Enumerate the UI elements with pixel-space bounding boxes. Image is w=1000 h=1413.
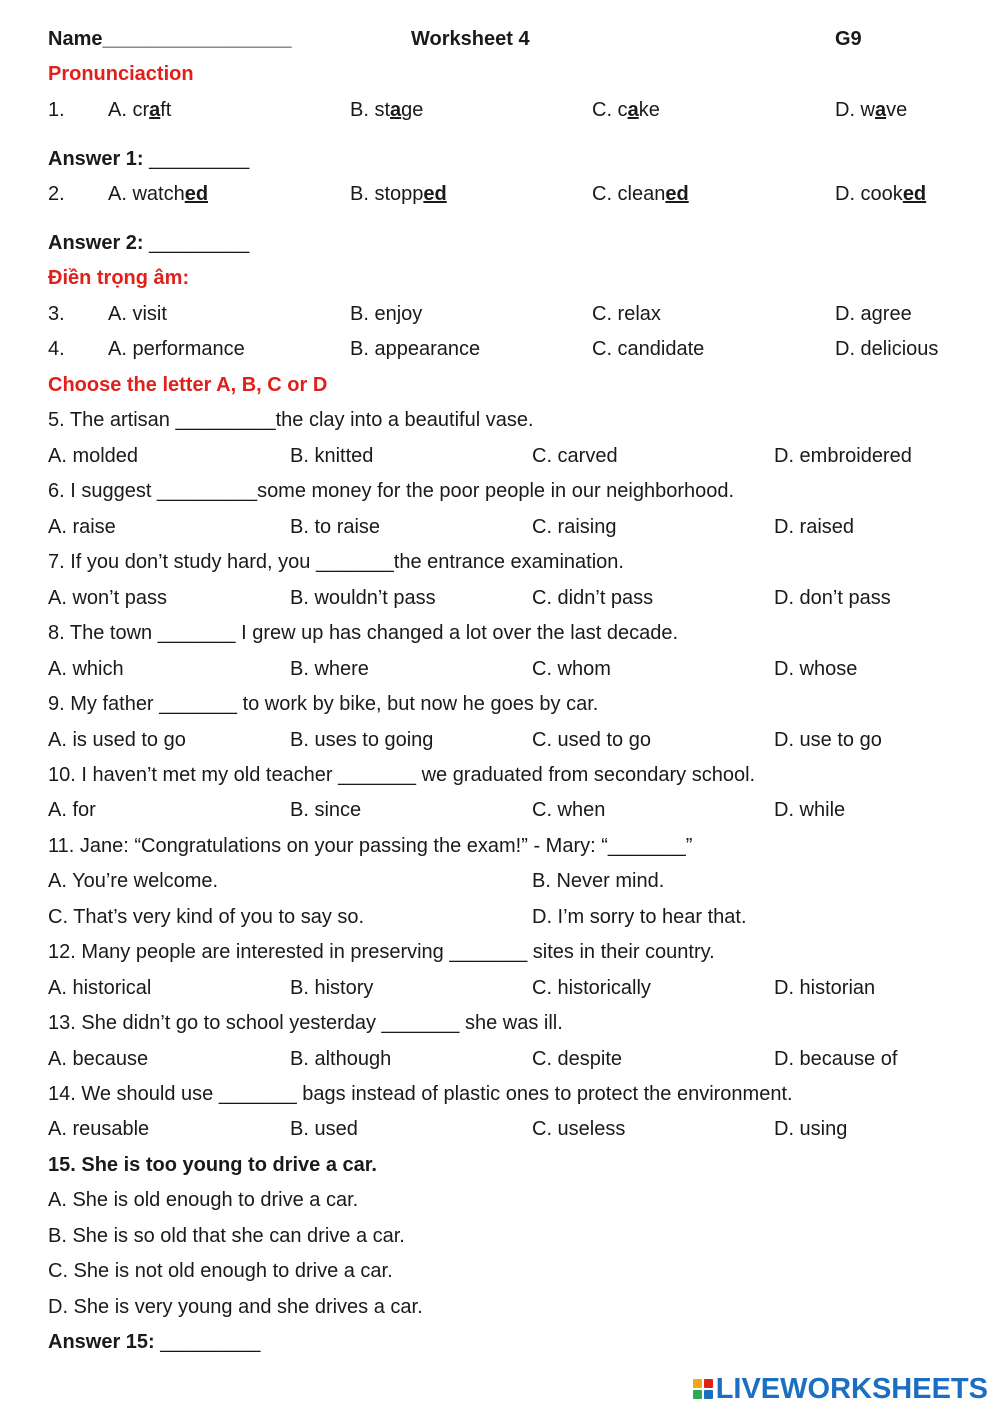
q4-number: 4. <box>48 338 65 360</box>
q3-number: 3. <box>48 303 65 325</box>
q3-option-d[interactable]: D. agree <box>835 303 912 325</box>
q11-option-d[interactable]: D. I’m sorry to hear that. <box>532 906 747 928</box>
q1-option-c[interactable]: C. cake <box>592 99 660 121</box>
q7-option-a[interactable]: A. won’t pass <box>48 587 167 609</box>
q6-option-a[interactable]: A. raise <box>48 516 116 538</box>
answer-1-label: Answer 1: <box>48 148 144 170</box>
name-field[interactable]: Name_________________ <box>48 28 292 50</box>
answer-1-row <box>48 145 980 173</box>
q13-option-d[interactable]: D. because of <box>774 1048 898 1070</box>
q7-option-d[interactable]: D. don’t pass <box>774 587 891 609</box>
section-pronunciation: Pronunciaction <box>48 63 194 85</box>
q14-option-a[interactable]: A. reusable <box>48 1118 150 1140</box>
q11-option-b[interactable]: B. Never mind. <box>532 870 665 892</box>
q3-option-a[interactable]: A. visit <box>108 303 167 325</box>
q5-option-a[interactable]: A. molded <box>48 445 139 467</box>
q14-options <box>48 1115 980 1143</box>
q7-option-b[interactable]: B. wouldn’t pass <box>290 587 436 609</box>
header-row <box>48 25 980 53</box>
answer-2-label: Answer 2: <box>48 232 144 254</box>
q9-option-c[interactable]: C. used to go <box>532 729 651 751</box>
q5-stem: 5. The artisan _________the clay into a beautiful vase. <box>48 409 534 431</box>
q12-option-b[interactable]: B. history <box>290 977 374 999</box>
q8-option-c[interactable]: C. whom <box>532 658 611 680</box>
q15-option-b[interactable]: B. She is so old that she can drive a car. <box>48 1225 405 1247</box>
section-stress: Điền trọng âm: <box>48 267 190 289</box>
q8-option-a[interactable]: A. which <box>48 658 124 680</box>
q5-option-d[interactable]: D. embroidered <box>774 445 912 467</box>
grade-label: G9 <box>835 28 862 50</box>
q10-option-b[interactable]: B. since <box>290 799 362 821</box>
q9-option-a[interactable]: A. is used to go <box>48 729 186 751</box>
q14-option-c[interactable]: C. useless <box>532 1118 626 1140</box>
q9-option-b[interactable]: B. uses to going <box>290 729 434 751</box>
q7-option-c[interactable]: C. didn’t pass <box>532 587 654 609</box>
answer-15-label: Answer 15: <box>48 1331 155 1353</box>
logo-blocks-icon <box>693 1379 713 1399</box>
q13-option-a[interactable]: A. because <box>48 1048 149 1070</box>
q12-option-d[interactable]: D. historian <box>774 977 876 999</box>
q5-option-b[interactable]: B. knitted <box>290 445 374 467</box>
q10-option-c[interactable]: C. when <box>532 799 606 821</box>
worksheet-title: Worksheet 4 <box>411 28 530 50</box>
q5-options <box>48 442 980 470</box>
question-3 <box>48 300 980 328</box>
q12-options <box>48 974 980 1002</box>
q3-option-c[interactable]: C. relax <box>592 303 661 325</box>
q1-option-a[interactable]: A. craft <box>108 99 172 121</box>
q13-stem: 13. She didn’t go to school yesterday _______ she was ill. <box>48 1012 563 1034</box>
q2-option-d[interactable]: D. cooked <box>835 183 927 205</box>
q11-option-a[interactable]: A. You’re welcome. <box>48 870 219 892</box>
q10-options <box>48 796 980 824</box>
answer-2-row <box>48 229 980 257</box>
q15-option-d[interactable]: D. She is very young and she drives a car. <box>48 1296 423 1318</box>
q6-options <box>48 513 980 541</box>
section-choose: Choose the letter A, B, C or D <box>48 374 328 396</box>
q15-option-a[interactable]: A. She is old enough to drive a car. <box>48 1189 359 1211</box>
q2-option-a[interactable]: A. watched <box>108 183 209 205</box>
q7-stem: 7. If you don’t study hard, you _______the entrance examination. <box>48 551 624 573</box>
logo-text: LIVEWORKSHEETS <box>715 1372 988 1405</box>
q1-number: 1. <box>48 99 65 121</box>
q6-option-d[interactable]: D. raised <box>774 516 855 538</box>
question-1 <box>48 96 980 124</box>
answer-15-blank[interactable]: _________ <box>160 1331 261 1353</box>
q11-option-c[interactable]: C. That’s very kind of you to say so. <box>48 906 365 928</box>
q4-option-b[interactable]: B. appearance <box>350 338 481 360</box>
liveworksheets-logo <box>693 1372 988 1406</box>
q6-option-b[interactable]: B. to raise <box>290 516 381 538</box>
q15-stem: 15. She is too young to drive a car. <box>48 1154 377 1176</box>
q13-option-b[interactable]: B. although <box>290 1048 392 1070</box>
q14-stem: 14. We should use _______ bags instead of plastic ones to protect the environment. <box>48 1083 793 1105</box>
q15-option-c[interactable]: C. She is not old enough to drive a car. <box>48 1260 393 1282</box>
q7-options <box>48 584 980 612</box>
q13-options <box>48 1045 980 1073</box>
question-2 <box>48 180 980 208</box>
q2-option-b[interactable]: B. stopped <box>350 183 447 205</box>
q8-option-b[interactable]: B. where <box>290 658 369 680</box>
answer-1-blank[interactable]: _________ <box>149 148 250 170</box>
q4-option-c[interactable]: C. candidate <box>592 338 705 360</box>
q1-option-b[interactable]: B. stage <box>350 99 424 121</box>
q13-option-c[interactable]: C. despite <box>532 1048 623 1070</box>
q9-option-d[interactable]: D. use to go <box>774 729 882 751</box>
q12-option-a[interactable]: A. historical <box>48 977 152 999</box>
q9-options <box>48 726 980 754</box>
q11-options-cd <box>48 903 980 931</box>
q6-stem: 6. I suggest _________some money for the poor people in our neighborhood. <box>48 480 735 502</box>
q8-option-d[interactable]: D. whose <box>774 658 858 680</box>
answer-15-row <box>48 1328 980 1356</box>
q14-option-d[interactable]: D. using <box>774 1118 848 1140</box>
q4-option-d[interactable]: D. delicious <box>835 338 939 360</box>
q8-options <box>48 655 980 683</box>
q14-option-b[interactable]: B. used <box>290 1118 358 1140</box>
q10-option-d[interactable]: D. while <box>774 799 846 821</box>
q12-stem: 12. Many people are interested in preserving _______ sites in their country. <box>48 941 715 963</box>
q2-number: 2. <box>48 183 65 205</box>
q10-stem: 10. I haven’t met my old teacher _______ we graduated from secondary school. <box>48 764 756 786</box>
answer-2-blank[interactable]: _________ <box>149 232 250 254</box>
q9-stem: 9. My father _______ to work by bike, but now he goes by car. <box>48 693 599 715</box>
q3-option-b[interactable]: B. enjoy <box>350 303 423 325</box>
q11-stem: 11. Jane: “Congratulations on your passing the exam!” - Mary: “_______” <box>48 835 693 857</box>
q5-option-c[interactable]: C. carved <box>532 445 618 467</box>
q11-options-ab <box>48 867 980 895</box>
q4-option-a[interactable]: A. performance <box>108 338 245 360</box>
q6-option-c[interactable]: C. raising <box>532 516 617 538</box>
q12-option-c[interactable]: C. historically <box>532 977 651 999</box>
q1-option-d[interactable]: D. wave <box>835 99 908 121</box>
q2-option-c[interactable]: C. cleaned <box>592 183 689 205</box>
question-4 <box>48 335 980 363</box>
q8-stem: 8. The town _______ I grew up has changed a lot over the last decade. <box>48 622 679 644</box>
q10-option-a[interactable]: A. for <box>48 799 96 821</box>
